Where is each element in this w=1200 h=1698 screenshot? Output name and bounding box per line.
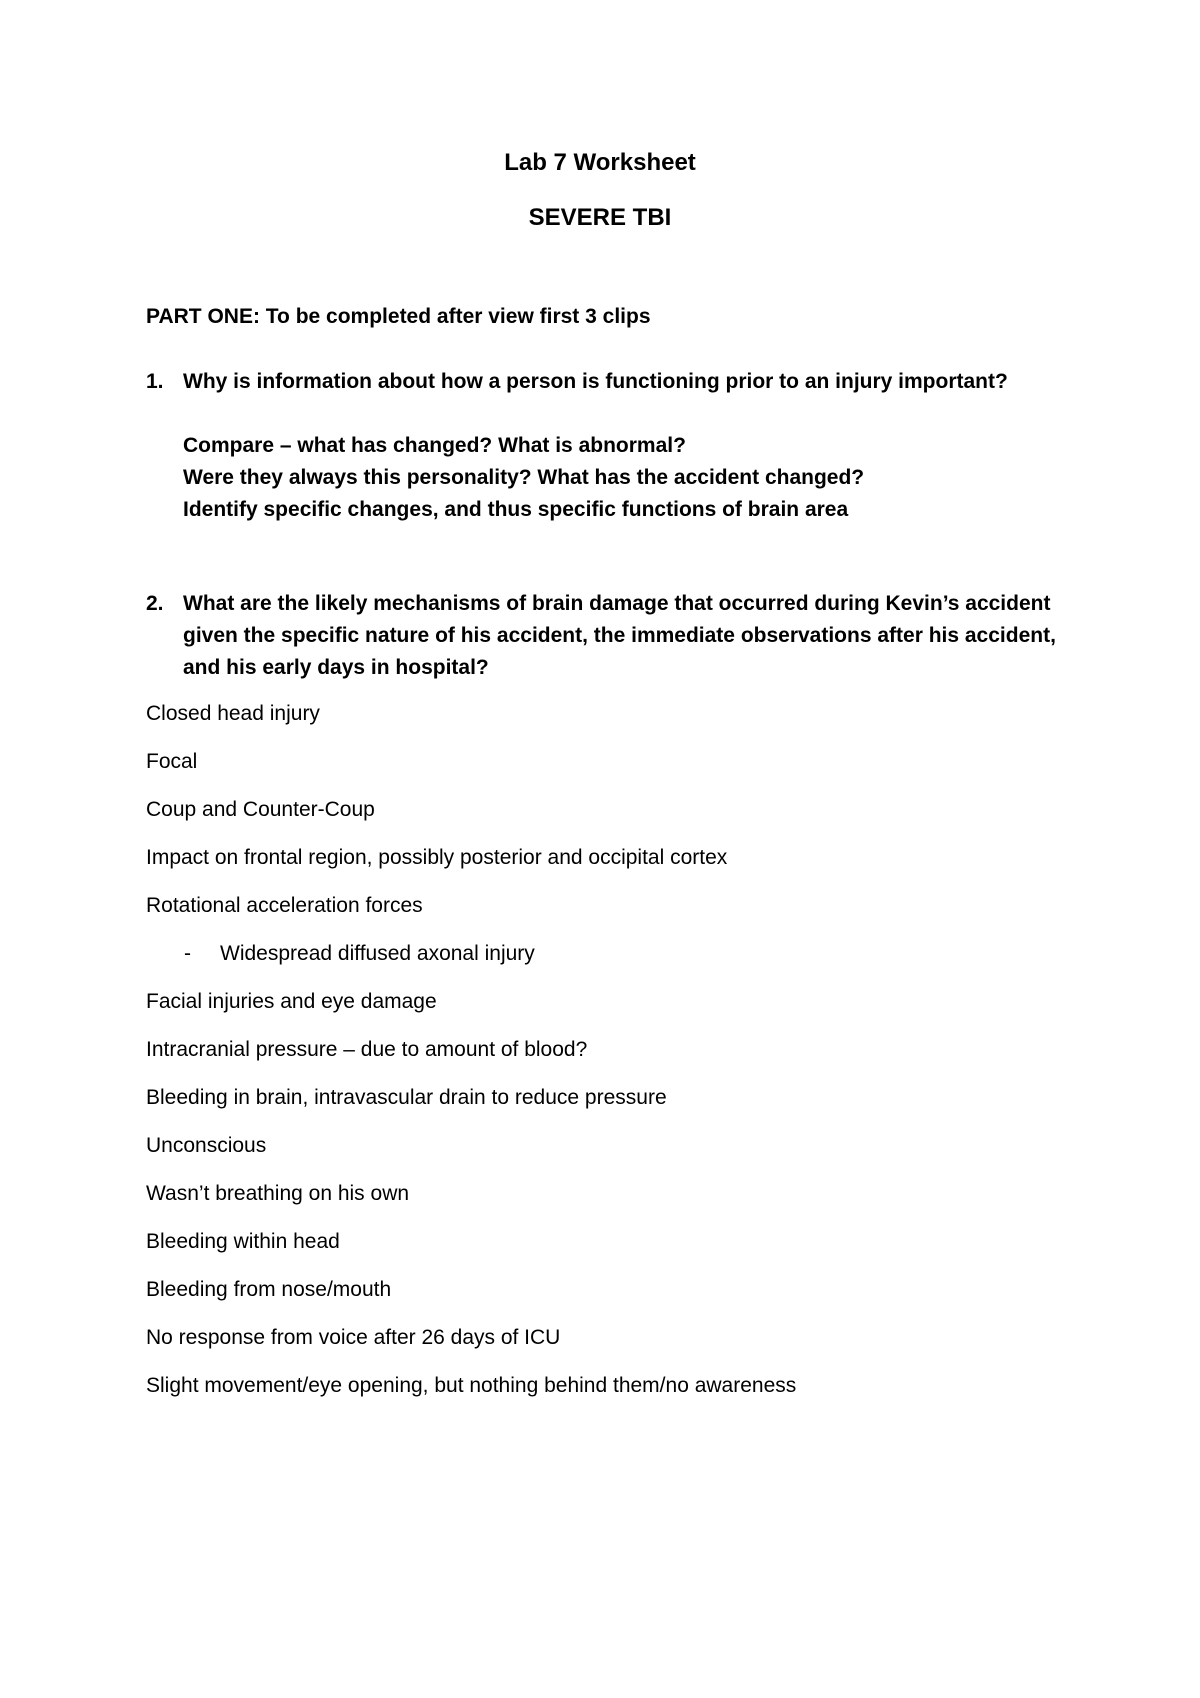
part-heading: PART ONE: To be completed after view first 3 clips	[146, 305, 651, 328]
question-text: Why is information about how a person is functioning prior to an injury important?	[183, 370, 1008, 393]
question-text: What are the likely mechanisms of brain damage that occurred during Kevin’s accident given the specific nature of his accident, the immediate observations after his accident, and his early days in hospital?	[183, 592, 1056, 679]
hint-line: Were they always this personality? What has the accident changed?	[183, 466, 865, 489]
answer-item: Facial injuries and eye damage	[146, 990, 437, 1013]
answer-sub-item-text: Widespread diffused axonal injury	[220, 942, 535, 965]
hint-line: Identify specific changes, and thus specific functions of brain area	[183, 498, 849, 521]
answer-item: Bleeding in brain, intravascular drain to reduce pressure	[146, 1086, 667, 1109]
answer-item: Unconscious	[146, 1134, 267, 1157]
answer-item: Coup and Counter-Coup	[146, 798, 375, 821]
hint-line: Compare – what has changed? What is abnormal?	[183, 434, 686, 457]
answer-item: Slight movement/eye opening, but nothing behind them/no awareness	[146, 1374, 797, 1397]
answer-item: Bleeding within head	[146, 1230, 340, 1253]
question-1	[146, 366, 1086, 398]
answer-item: Rotational acceleration forces	[146, 894, 423, 917]
answer-item: Wasn’t breathing on his own	[146, 1182, 410, 1205]
question-number: 1.	[146, 370, 164, 393]
answer-item: Impact on frontal region, possibly posterior and occipital cortex	[146, 846, 728, 869]
answer-item: Focal	[146, 750, 198, 773]
question-2	[146, 588, 1086, 684]
answer-item: No response from voice after 26 days of ICU	[146, 1326, 561, 1349]
answer-list	[146, 700, 1106, 1420]
document-title: Lab 7 Worksheet	[504, 149, 696, 176]
answer-sub-item	[146, 940, 1106, 988]
document-subtitle: SEVERE TBI	[528, 204, 672, 231]
question-number: 2.	[146, 592, 164, 615]
answer-item: Intracranial pressure – due to amount of blood?	[146, 1038, 588, 1061]
bullet-dash: -	[184, 942, 191, 965]
question-1-hints	[183, 430, 864, 526]
answer-item: Bleeding from nose/mouth	[146, 1278, 392, 1301]
answer-item: Closed head injury	[146, 702, 320, 725]
